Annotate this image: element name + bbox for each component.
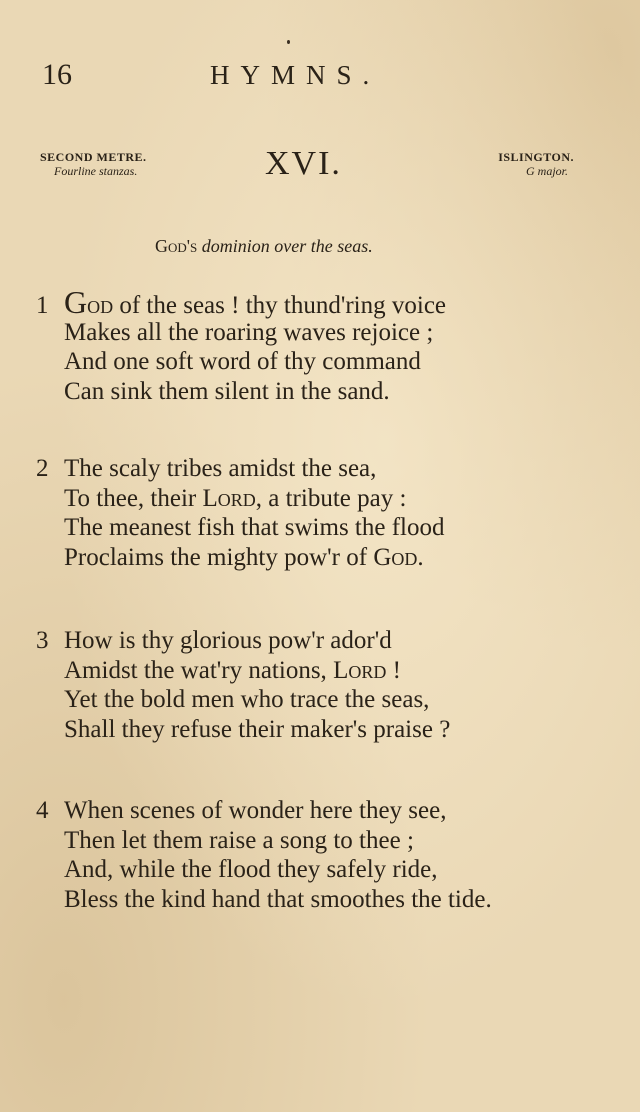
stanza-number: 4: [36, 797, 49, 824]
stanza-line: [36, 685, 450, 715]
metre-info: [40, 150, 147, 178]
stanza-line: [36, 885, 492, 915]
stanza-form-label: Fourline stanzas.: [54, 164, 138, 178]
line-text: , a tribute pay :: [255, 484, 407, 512]
first-word-rest: od: [87, 292, 114, 319]
stanza-line: [36, 377, 446, 407]
tune-key: G major.: [525, 164, 568, 178]
stanza-line: [36, 826, 492, 856]
stanza-4: [36, 796, 492, 914]
hymn-subtitle: [155, 236, 373, 257]
line-text: The meanest fish that swims the flood: [64, 514, 445, 541]
running-head: HYMNS.: [210, 60, 381, 90]
stanza-number: 3: [36, 627, 49, 654]
line-text: Makes all the roaring waves rejoice ;: [64, 318, 434, 346]
stanza-2: [36, 454, 444, 572]
tune-name: ISLINGTON.: [498, 150, 574, 164]
stanza-line: [36, 543, 444, 573]
line-text: Amidst the wat'ry nations,: [64, 656, 327, 684]
line-text: To thee, their: [64, 484, 197, 512]
line-text: Can sink them silent in the sand.: [64, 377, 390, 405]
metre-label: SECOND METRE.: [40, 150, 147, 164]
stanza-number: 1: [36, 292, 49, 319]
stanza-3: [36, 626, 450, 744]
stanza-line: [36, 484, 444, 514]
subtitle-rest: dominion over the seas.: [201, 236, 373, 256]
line-text: When scenes of wonder here they see,: [64, 797, 447, 824]
stanza-line: [36, 347, 446, 377]
line-text: How is thy glorious pow'r ador'd: [64, 627, 392, 654]
small-caps-word: Lord: [202, 484, 256, 512]
line-text: The scaly tribes amidst the sea,: [64, 455, 377, 482]
ink-speck: [287, 40, 290, 44]
subtitle-lead: God's: [155, 236, 198, 256]
stanza-1: [36, 284, 447, 406]
line-text: Shall they refuse their maker's praise ?: [64, 715, 451, 743]
line-text: And, while the flood they safely ride,: [64, 856, 438, 883]
small-caps-word: God: [373, 543, 418, 571]
stanza-line: [36, 513, 444, 543]
line-text: Then let them raise a song to thee ;: [64, 826, 414, 854]
tune-info: [498, 150, 574, 178]
stanza-line: [36, 626, 450, 656]
stanza-line: [36, 715, 450, 745]
page-number: 16: [42, 58, 72, 91]
hymn-number: XVI.: [265, 145, 342, 182]
stanza-line: [36, 284, 447, 320]
stanza-number: 2: [36, 455, 49, 482]
stanza-line: [36, 796, 492, 826]
line-text: And one soft word of thy command: [64, 348, 421, 375]
stanza-line: [36, 318, 446, 348]
line-text: of the seas ! thy thund'ring voice: [119, 292, 447, 319]
stanza-line: [36, 855, 492, 885]
line-text: !: [386, 656, 401, 684]
line-text: Proclaims the mighty pow'r of: [64, 543, 368, 571]
stanza-line: [36, 656, 450, 686]
line-text: .: [417, 543, 424, 571]
line-text: Bless the kind hand that smoothes the tide.: [64, 885, 492, 913]
line-text: Yet the bold men who trace the seas,: [64, 686, 430, 713]
drop-letter: G: [64, 284, 88, 320]
small-caps-word: Lord: [333, 656, 387, 684]
stanza-line: [36, 454, 444, 484]
